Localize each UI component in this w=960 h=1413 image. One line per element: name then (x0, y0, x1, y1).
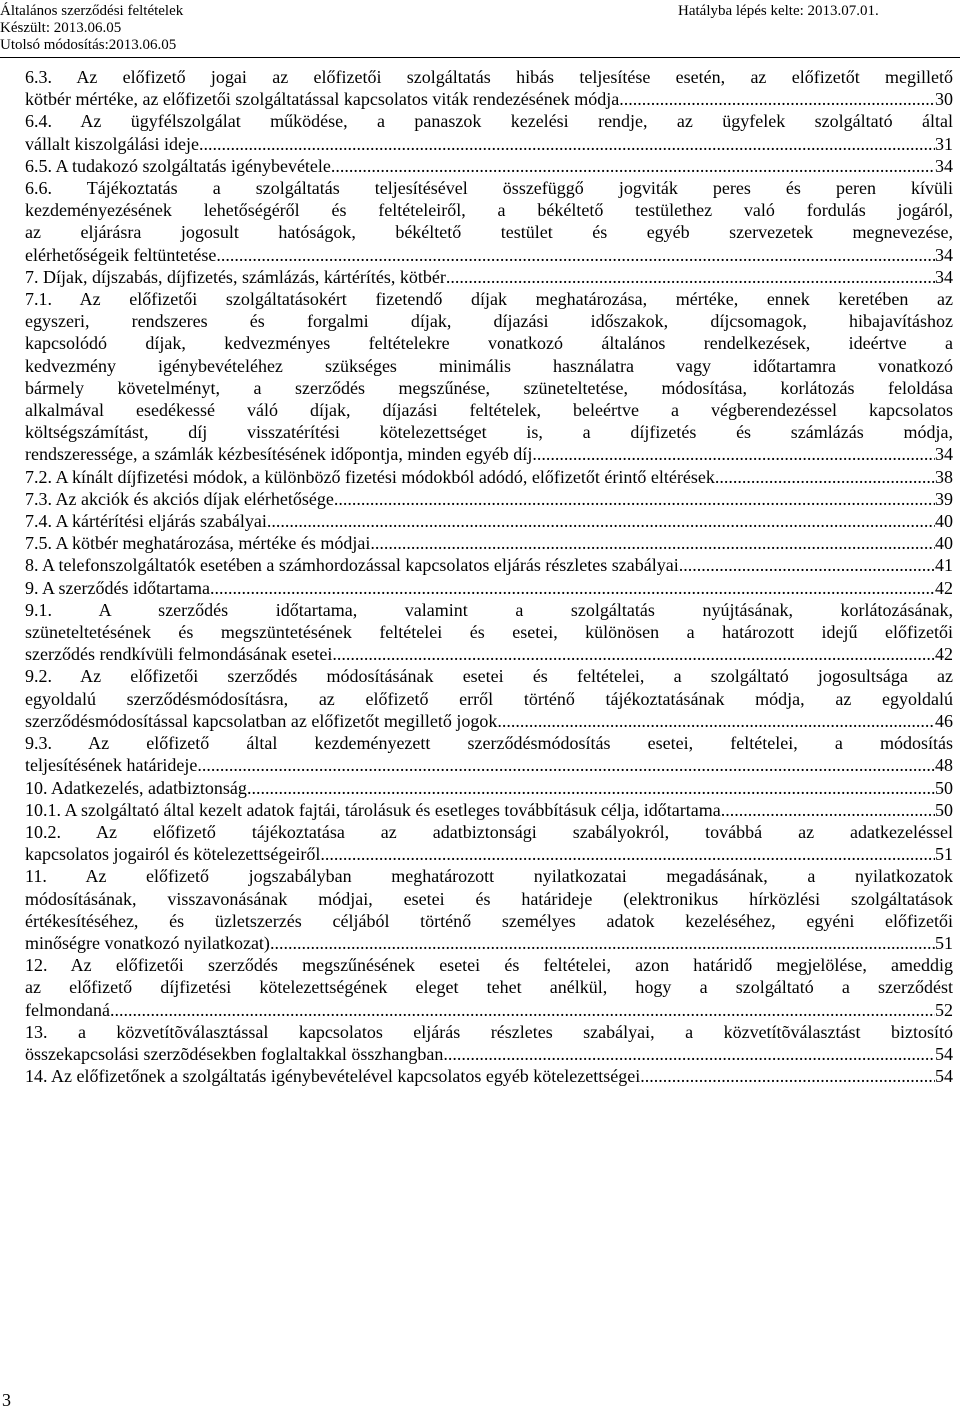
toc-entry-line: kapcsolódó díjak, kedvezményes feltételekre vonatkozó általános rendelkezések, ideértve a (25, 333, 953, 354)
toc-entry[interactable] (25, 1065, 953, 1087)
toc-entry[interactable] (25, 954, 953, 1021)
toc-entry[interactable] (25, 1021, 953, 1065)
toc-page-number: 34 (935, 266, 953, 287)
toc-entry-last-line (25, 932, 953, 954)
toc-page-number: 30 (935, 89, 953, 110)
toc-entry-last-line (25, 554, 953, 576)
toc-entry-line: rendszeressége, a számlák kézbesítésének időpontja, minden egyéb díj (25, 444, 533, 465)
toc-entry-last-line (25, 466, 953, 488)
toc-entry[interactable] (25, 777, 953, 799)
toc-entry-last-line (25, 1043, 953, 1065)
toc-entry-last-line (25, 777, 953, 799)
toc-entry-last-line (25, 754, 953, 776)
doc-title: Általános szerződési feltételek (0, 3, 184, 19)
toc-entry-line: 10. Adatkezelés, adatbiztonság (25, 777, 247, 798)
toc-entry-line: 13. a közvetítõválasztással kapcsolatos eljárás részletes szabályai, a közvetítõválasztást biztosító (25, 1021, 953, 1042)
toc-entry-line: vállalt kiszolgálási ideje (25, 133, 199, 154)
toc-entry[interactable] (25, 66, 953, 110)
toc-entry[interactable] (25, 488, 953, 510)
toc-entry[interactable] (25, 599, 953, 666)
toc-page-number: 40 (935, 511, 953, 532)
dot-leader (679, 554, 935, 576)
toc-entry-last-line (25, 643, 953, 665)
toc-entry-line: 9.2. Az előfizetői szerződés módosításának esetei és feltételei, a szolgáltató jogosultsága az (25, 666, 953, 687)
toc-entry[interactable] (25, 799, 953, 821)
toc-entry-line: 7.2. A kínált díjfizetési módok, a különböző fizetési módokból adódó, előfizetőt érintő eltérések (25, 466, 715, 487)
effective-date: Hatályba lépés kelte: 2013.07.01. (678, 3, 879, 19)
dot-leader (640, 1065, 935, 1087)
toc-entry-last-line (25, 155, 953, 177)
toc-entry[interactable] (25, 288, 953, 466)
header-left (0, 3, 183, 54)
toc-page-number: 50 (935, 777, 953, 798)
toc-entry-line: 6.4. Az ügyfélszolgálat működése, a panaszok kezelési rendje, az ügyfelek szolgáltató által (25, 111, 953, 132)
toc-entry-line: 6.6. Tájékoztatás a szolgáltatás teljesítésével összefüggő jogviták peres és peren kívüli (25, 178, 953, 199)
toc-entry[interactable] (25, 510, 953, 532)
toc-entry-line: 12. Az előfizetői szerződés megszűnésének esetei és feltételei, azon határidő megjelölése, ameddig (25, 955, 953, 976)
toc-page-number: 42 (935, 644, 953, 665)
toc-entry-line: 14. Az előfizetőnek a szolgáltatás igénybevételével kapcsolatos egyéb kötelezettségei (25, 1066, 641, 1087)
dot-leader (267, 510, 935, 532)
toc-entry-last-line (25, 710, 953, 732)
dot-leader (247, 777, 935, 799)
toc-page-number: 51 (935, 932, 953, 953)
toc-page-number: 54 (935, 1066, 953, 1087)
toc-entry-last-line (25, 510, 953, 532)
toc-entry-line: 6.5. A tudakozó szolgáltatás igénybevétele (25, 155, 331, 176)
toc-entry-last-line (25, 133, 953, 155)
toc-entry[interactable] (25, 865, 953, 954)
toc-entry-line: 9.1. A szerződés időtartama, valamint a szolgáltatás nyújtásának, korlátozásának, (25, 599, 953, 620)
dot-leader (216, 244, 935, 266)
toc-entry-last-line (25, 488, 953, 510)
dot-leader (446, 266, 935, 288)
toc-entry[interactable] (25, 821, 953, 865)
page-number: 3 (2, 1390, 11, 1410)
toc-entry-line: 7.3. Az akciók és akciós díjak elérhetősége (25, 488, 334, 509)
dot-leader (210, 577, 935, 599)
toc-page-number: 51 (935, 844, 953, 865)
toc-page-number: 39 (935, 488, 953, 509)
modified-date: Utolsó módosítás:2013.06.05 (0, 37, 177, 53)
toc-entry-line: kötbér mértéke, az előfizetői szolgáltatással kapcsolatos viták rendezésének módja (25, 89, 620, 110)
dot-leader (197, 754, 935, 776)
toc-entry-last-line (25, 443, 953, 465)
toc-page-number: 40 (935, 533, 953, 554)
dot-leader (320, 843, 935, 865)
prepared-date: Készült: 2013.06.05 (0, 20, 122, 36)
toc-entry-line: költségszámítást, díj visszatérítési kötelezettséget is, a díjfizetés és számlázás módja, (25, 422, 953, 443)
dot-leader (370, 532, 935, 554)
toc-entry-line: kezdeményezésének lehetőségéről és feltételeiről, a békéltető testülethez való fordulás jogáról, (25, 200, 953, 221)
toc-page-number: 38 (935, 466, 953, 487)
toc-entry[interactable] (25, 155, 953, 177)
toc-entry-last-line (25, 799, 953, 821)
toc-entry-line: 10.1. A szolgáltató által kezelt adatok fajtái, tárolásuk és esetleges továbbításuk célja, időtartama (25, 799, 721, 820)
dot-leader (532, 443, 935, 465)
toc-entry-line: 7.1. Az előfizetői szolgáltatásokért fizetendő díjak meghatározása, mértéke, ennek keretében az (25, 289, 953, 310)
toc-entry-line: 11. Az előfizető jogszabályban meghatározott nyilatkozatai megadásának, a nyilatkozatok (25, 866, 953, 887)
dot-leader (270, 932, 935, 954)
toc-page-number: 46 (935, 710, 953, 731)
dot-leader (199, 133, 935, 155)
dot-leader (721, 799, 935, 821)
toc-entry-line: 10.2. Az előfizető tájékoztatása az adatbiztonsági szabályokról, továbbá az adatkezeléssel (25, 821, 953, 842)
toc-entry[interactable] (25, 110, 953, 154)
dot-leader (619, 88, 935, 110)
toc-entry-last-line (25, 577, 953, 599)
header-divider (0, 57, 960, 58)
toc-entry[interactable] (25, 665, 953, 732)
toc-entry[interactable] (25, 577, 953, 599)
toc-entry-line: szüneteltetésének és megszüntetésének feltételei és esetei, különösen a határozott idejű előfizetői (25, 622, 953, 643)
toc-entry-last-line (25, 532, 953, 554)
dot-leader (334, 488, 935, 510)
toc-entry[interactable] (25, 266, 953, 288)
toc-entry-line: 9. A szerződés időtartama (25, 577, 210, 598)
toc-page-number: 34 (935, 444, 953, 465)
toc-page-number: 31 (935, 133, 953, 154)
toc-entry[interactable] (25, 554, 953, 576)
toc-entry-line: módosításának, visszavonásának módjai, esetei és határideje (elektronikus hírközlési szolgáltatások (25, 888, 953, 909)
toc-entry[interactable] (25, 466, 953, 488)
toc-entry-last-line (25, 266, 953, 288)
dot-leader (443, 1043, 935, 1065)
dot-leader (497, 710, 935, 732)
toc-entry-line: elérhetőségeik feltüntetése (25, 244, 217, 265)
toc-entry-line: szerződés rendkívüli felmondásának esetei (25, 644, 333, 665)
toc-entry-last-line (25, 88, 953, 110)
toc-entry-last-line (25, 999, 953, 1021)
table-of-contents (25, 66, 953, 1087)
toc-page-number: 52 (935, 999, 953, 1020)
toc-entry[interactable] (25, 177, 953, 266)
toc-entry-line: 7.5. A kötbér meghatározása, mértéke és módjai (25, 533, 371, 554)
toc-entry[interactable] (25, 532, 953, 554)
toc-entry-last-line (25, 843, 953, 865)
toc-entry-line: teljesítésének határideje (25, 755, 198, 776)
toc-entry-line: értékesítéséhez, és üzletszerzés céljából történő személyes adatok kezeléséhez, egyéni előfizetői (25, 910, 953, 931)
toc-entry-last-line (25, 1065, 953, 1087)
toc-entry-line: összekapcsolási szerzõdésekben foglaltakkal összhangban (25, 1043, 444, 1064)
toc-entry-line: 7. Díjak, díjszabás, díjfizetés, számlázás, kártérítés, kötbér (25, 266, 446, 287)
toc-entry[interactable] (25, 732, 953, 776)
toc-entry-line: az eljárásra jogosult hatóságok, békéltető testület és egyéb szervezetek megnevezése, (25, 222, 953, 243)
toc-entry-line: felmondaná (25, 999, 110, 1020)
toc-page-number: 42 (935, 577, 953, 598)
toc-entry-line: egyszeri, rendszeres és forgalmi díjak, díjazási időszakok, díjcsomagok, hibajavításhoz (25, 311, 953, 332)
toc-entry-line: az előfizető díjfizetési kötelezettségének eleget tehet anélkül, hogy a szolgáltató a szerződést (25, 977, 953, 998)
dot-leader (332, 643, 935, 665)
toc-page-number: 54 (935, 1043, 953, 1064)
toc-entry-line: szerződésmódosítással kapcsolatban az előfizetőt megillető jogok (25, 710, 498, 731)
toc-entry-line: alkalmával esedékessé váló díjak, díjazási feltételek, beleértve a végberendezéssel kapcsolatos (25, 400, 953, 421)
dot-leader (715, 466, 935, 488)
toc-page-number: 50 (935, 799, 953, 820)
toc-entry-line: bármely követelményt, a szerződés megszűnése, szüneteltetése, módosítása, korlátozás feloldása (25, 377, 953, 398)
toc-entry-line: 9.3. Az előfizető által kezdeményezett szerződésmódosítás esetei, feltételei, a módosítás (25, 733, 953, 754)
toc-entry-line: minőségre vonatkozó nyilatkozat) (25, 932, 270, 953)
toc-entry-last-line (25, 244, 953, 266)
toc-page-number: 34 (935, 244, 953, 265)
toc-entry-line: 8. A telefonszolgáltatók esetében a számhordozással kapcsolatos eljárás részletes szabályai (25, 555, 679, 576)
toc-entry-line: egyoldalú szerződésmódosításra, az előfizető erről történő tájékoztatásának módja, az egyoldalú (25, 688, 953, 709)
toc-entry-line: kapcsolatos jogairól és kötelezettségeiről (25, 844, 321, 865)
dot-leader (331, 155, 935, 177)
toc-page-number: 48 (935, 755, 953, 776)
toc-page-number: 34 (935, 155, 953, 176)
dot-leader (110, 999, 935, 1021)
toc-page-number: 41 (935, 555, 953, 576)
toc-entry-line: 6.3. Az előfizető jogai az előfizetői szolgáltatás hibás teljesítése esetén, az előfizetőt megillető (25, 67, 953, 87)
toc-entry-line: 7.4. A kártérítési eljárás szabályai (25, 511, 267, 532)
toc-entry-line: kedvezmény igénybevételéhez szükséges minimális használatra vagy időtartamra vonatkozó (25, 355, 953, 376)
